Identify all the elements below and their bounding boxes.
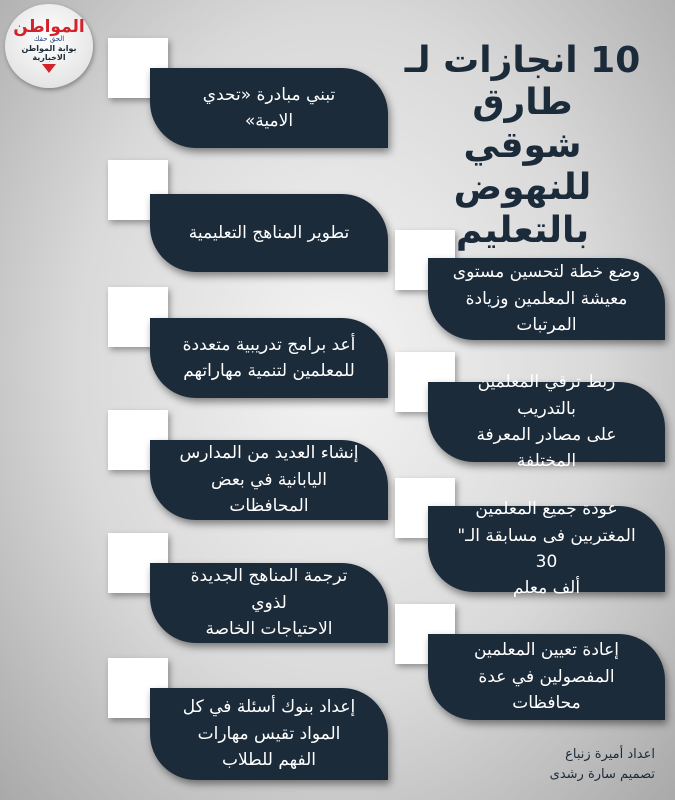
logo-v-mark-icon	[42, 64, 56, 73]
right-item-2-line-1: ربط ترقي المعلمين بالتدريب	[477, 372, 616, 419]
right-item-2-line-2: على مصادر المعرفة المختلفة	[476, 425, 617, 472]
title-line-2: شوقي للنهوض	[453, 124, 592, 209]
left-item-6-line-2: المواد تقيس مهارات	[197, 723, 341, 744]
left-item-1-line-1: تبني مبادرة «تحدي	[202, 84, 336, 105]
right-item-2	[428, 372, 665, 472]
left-item-3-line-2: للمعلمين لتنمية مهاراتهم	[183, 361, 355, 381]
left-item-3-line-1: أعد برامج تدريبية متعددة	[182, 334, 356, 355]
right-item-3-line-1: عودة جميع المعلمين	[475, 499, 618, 520]
left-item-4-line-2: اليابانية في بعض المحافظات	[211, 469, 327, 517]
right-item-4-line-1: إعادة تعيين المعلمين	[474, 640, 619, 661]
right-item-4-line-3: محافظات	[512, 693, 581, 714]
logo-subtitle-2: الاخبارية	[32, 52, 66, 62]
left-item-6-line-3: الفهم للطلاب	[222, 750, 316, 771]
left-item-6-line-1: إعداد بنوك أسئلة في كل	[182, 697, 356, 718]
right-item-1-line-3: المرتبات	[516, 315, 577, 336]
title-line-1: 10 انجازات لـ طارق	[404, 40, 641, 124]
credit-prepared-by: اعداد أميرة زنباع	[565, 747, 655, 762]
logo-subtitle-1: بوابة المواطن	[21, 43, 77, 53]
right-item-1	[428, 258, 665, 340]
right-item-1-line-1: وضع خطة لتحسين مستوى	[452, 262, 641, 283]
right-item-3	[428, 499, 665, 599]
right-item-3-line-2: المغتربين فى مسابقة الـ" 30	[457, 525, 636, 572]
logo-slogan: الحق حقك	[33, 34, 65, 43]
logo-name: المواطن	[13, 16, 85, 37]
right-item-3-line-3: ألف معلم	[512, 578, 581, 599]
left-item-2	[150, 194, 388, 272]
left-item-6	[150, 688, 388, 780]
right-item-1-line-2: معيشة المعلمين وزيادة	[465, 288, 628, 309]
page-title	[395, 40, 650, 252]
left-item-2-line-1: تطوير المناهج التعليمية	[188, 222, 350, 243]
left-item-4	[150, 440, 388, 520]
left-item-5	[150, 563, 388, 643]
left-item-5-line-2: الاحتياجات الخاصة	[205, 619, 333, 640]
left-item-1-line-2: الامية»	[244, 111, 294, 131]
credit-designed-by: تصميم سارة رشدى	[549, 767, 655, 783]
title-line-3: بالتعليم	[455, 209, 590, 251]
left-item-4-line-1: إنشاء العديد من المدارس	[179, 443, 359, 464]
site-logo	[5, 4, 93, 88]
left-item-1	[150, 68, 388, 148]
credits	[550, 745, 655, 785]
right-item-4-line-2: المفصولين في عدة	[478, 666, 615, 687]
left-item-3	[150, 318, 388, 398]
right-item-4	[428, 634, 665, 720]
left-item-5-line-1: ترجمة المناهج الجديدة لذوي	[190, 566, 348, 613]
